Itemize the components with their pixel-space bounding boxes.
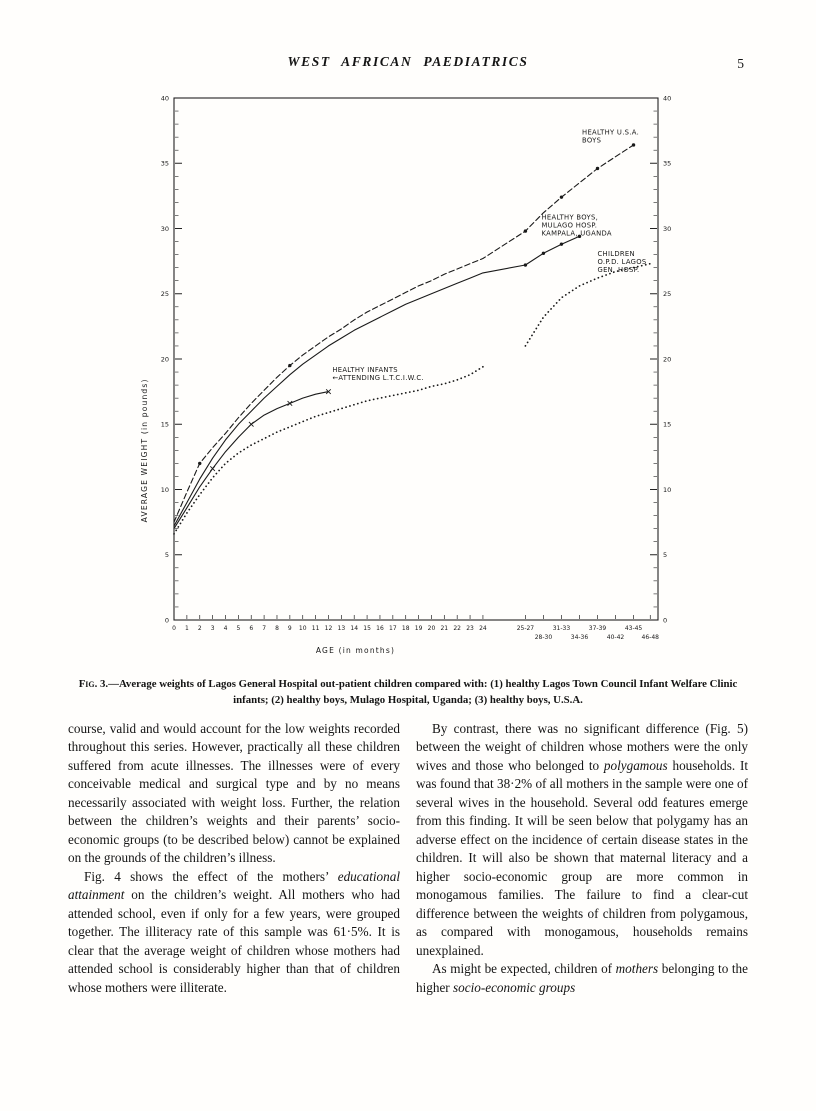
svg-text:5: 5	[663, 551, 668, 560]
svg-text:6: 6	[249, 625, 254, 632]
svg-text:5: 5	[236, 625, 241, 632]
svg-text:13: 13	[337, 625, 346, 632]
paragraph: Fig. 4 shows the effect of the mothers’ educational attainment on the children’s weight. All mothers who had attended school, even if only for a few years, were grouped together. The illiteracy rate of this sample was 61·5%. It is clear that the average weight of children whose mothers had attended school is considerably higher than that of children whose mothers were illiterate.	[68, 868, 400, 995]
chart-annotation: HEALTHY U.S.A.	[582, 128, 640, 137]
svg-text:21: 21	[440, 625, 449, 632]
page-number: 5	[737, 56, 744, 71]
svg-text:12: 12	[324, 625, 333, 632]
chart-annotation: KAMPALA, UGANDA	[541, 229, 612, 238]
svg-text:20: 20	[663, 355, 672, 364]
svg-text:1: 1	[184, 625, 189, 632]
series-lagos-opd-outpatients	[174, 264, 650, 534]
journal-title: WEST AFRICAN PAEDIATRICS	[287, 54, 529, 69]
svg-text:23: 23	[466, 625, 474, 632]
series-usa-boys	[174, 143, 635, 522]
chart-annotations	[332, 129, 646, 383]
svg-text:2: 2	[197, 625, 202, 632]
chart-annotation: ←ATTENDING L.T.C.I.W.C.	[332, 374, 424, 383]
svg-text:0: 0	[172, 625, 176, 632]
svg-text:25-27: 25-27	[516, 625, 535, 632]
paragraph: By contrast, there was no significant difference (Fig. 5) between the weight of children whose mothers were the only wives and those who belonged to polygamous households. It was found that 38·2% of all mothers in the sample were one of several wives in the household. Several odd features emerge from this finding. It will be seen below that polygamy has an adverse effect on the incidence of certain disease states in the children. It will also be shown that maternal literacy and a higher socio-economic group are more common in monogamous families. The failure to find a clear-cut difference between the weights of children from polygamous, as compared with monogamous, households remains unexplained.	[416, 721, 749, 958]
svg-text:30: 30	[160, 224, 169, 233]
svg-text:31-33: 31-33	[552, 625, 571, 632]
svg-text:40: 40	[663, 94, 672, 103]
svg-text:30: 30	[663, 224, 672, 233]
svg-text:0: 0	[164, 616, 169, 625]
plot-frame	[174, 98, 658, 620]
y-axis-label: AVERAGE WEIGHT (in pounds)	[140, 378, 149, 523]
svg-text:35: 35	[663, 159, 672, 168]
svg-text:20: 20	[427, 625, 436, 632]
svg-text:11: 11	[311, 625, 320, 632]
svg-text:16: 16	[376, 625, 384, 632]
svg-text:25: 25	[663, 290, 672, 299]
svg-text:25: 25	[160, 290, 169, 299]
figure-caption-text: —Average weights of Lagos General Hospital out-patient children compared with: (1) healthy Lagos Town Council Infant Welfare Clinic infants; (2) healthy boys, Mulago Hospital, Uganda; (3) healthy boys, U.S.A.	[108, 678, 738, 707]
chart-series	[174, 143, 650, 534]
body-text	[68, 720, 748, 997]
svg-text:28-30: 28-30	[534, 634, 553, 641]
svg-text:10: 10	[663, 485, 672, 494]
svg-text:19: 19	[414, 625, 423, 632]
chart-annotation: O.P.D. LAGOS	[597, 257, 647, 266]
svg-text:15: 15	[363, 625, 371, 632]
svg-text:5: 5	[164, 551, 169, 560]
svg-text:24: 24	[479, 625, 487, 632]
chart-annotation: BOYS	[582, 136, 602, 145]
svg-text:10: 10	[160, 485, 169, 494]
running-head	[0, 54, 816, 70]
svg-text:37-39: 37-39	[588, 625, 607, 632]
svg-text:15: 15	[160, 420, 169, 429]
left-column	[68, 720, 400, 997]
figure-3	[130, 84, 686, 666]
svg-text:9: 9	[287, 625, 292, 632]
svg-text:3: 3	[210, 625, 215, 632]
svg-text:18: 18	[401, 625, 410, 632]
chart-annotation: MULAGO HOSP.	[541, 221, 598, 230]
svg-text:40: 40	[160, 94, 169, 103]
svg-text:35: 35	[160, 159, 169, 168]
svg-text:10: 10	[298, 625, 307, 632]
svg-text:4: 4	[223, 625, 228, 632]
svg-text:7: 7	[262, 625, 267, 632]
figure-caption	[66, 676, 750, 708]
svg-text:17: 17	[389, 625, 397, 632]
chart-annotation: HEALTHY INFANTS	[332, 366, 398, 375]
svg-text:46-48: 46-48	[641, 634, 659, 641]
chart-annotation: HEALTHY BOYS,	[541, 213, 599, 222]
right-column	[416, 720, 748, 997]
svg-text:15: 15	[663, 420, 672, 429]
svg-text:34-36: 34-36	[570, 634, 589, 641]
svg-text:8: 8	[275, 625, 279, 632]
svg-text:0: 0	[663, 616, 668, 625]
svg-text:40-42: 40-42	[606, 634, 625, 641]
svg-text:22: 22	[453, 625, 462, 632]
paragraph: As might be expected, children of mothers belonging to the higher socio-economic groups	[416, 961, 748, 995]
x-axis-label: AGE (in months)	[315, 646, 396, 655]
svg-text:20: 20	[160, 355, 169, 364]
paragraph: course, valid and would account for the low weights recorded throughout this series. However, practically all these children suffered from acute illnesses. The illnesses were of every conceivable medical and surgical type and by no means necessarily associated with weight loss. Further, the relation between the children’s weights and their parents’ socio-economic groups (to be described below) cannot be explained on the grounds of the children’s illness.	[68, 721, 400, 866]
figure-3-chart	[130, 84, 686, 666]
svg-text:43-45: 43-45	[624, 625, 643, 632]
chart-annotation: GEN. HOSP.	[597, 265, 640, 274]
figure-caption-label: Fig. 3.	[78, 678, 109, 690]
svg-text:14: 14	[350, 625, 359, 632]
chart-annotation: CHILDREN	[597, 249, 635, 258]
